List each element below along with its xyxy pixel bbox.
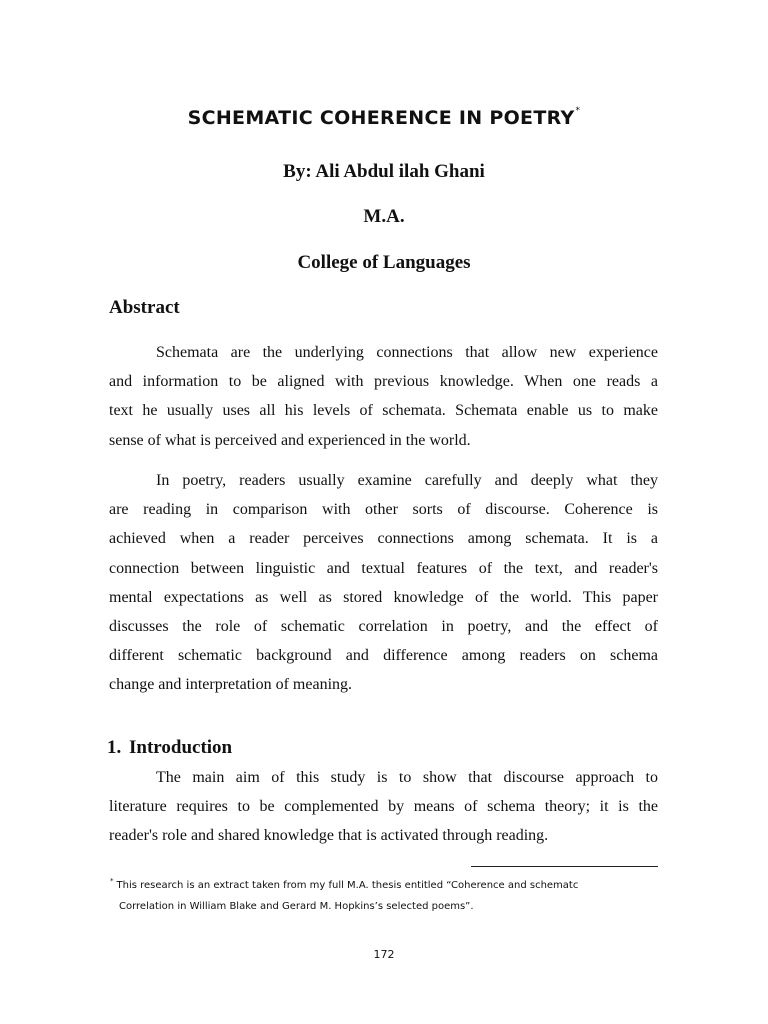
- text-line: and information to be aligned with previous knowledge. When one reads a: [109, 373, 658, 391]
- introduction-heading: [107, 737, 232, 759]
- footnote: [110, 871, 670, 917]
- introduction-paragraph-1: [109, 763, 658, 851]
- abstract-paragraph-1: [109, 338, 658, 455]
- text-line: discusses the role of schematic correlation in poetry, and the effect of: [109, 617, 658, 635]
- text-line: Schemata are the underlying connections that allow new experience: [156, 344, 658, 361]
- footnote-line-2: Correlation in William Blake and Gerard M. Hopkins’s selected poems”.: [119, 901, 474, 912]
- title-footnote-mark: *: [575, 106, 581, 116]
- paper-title-text: SCHEMATIC COHERENCE IN POETRY: [187, 107, 575, 129]
- text-line: mental expectations as well as stored knowledge of the world. This paper: [109, 588, 658, 606]
- footnote-divider: [471, 866, 658, 867]
- section-title: Introduction: [129, 737, 233, 758]
- text-line: The main aim of this study is to show that discourse approach to: [156, 769, 658, 786]
- page-number: 172: [373, 948, 395, 961]
- paper-title: [0, 106, 768, 129]
- footnote-line-1: This research is an extract taken from my full M.A. thesis entitled “Coherence and schematc: [116, 880, 579, 891]
- footnote-mark: *: [110, 877, 114, 885]
- text-line: are reading in comparison with other sorts of discourse. Coherence is: [109, 501, 658, 519]
- text-line: In poetry, readers usually examine carefully and deeply what they: [156, 472, 658, 489]
- text-line: reader's role and shared knowledge that is activated through reading.: [109, 827, 549, 845]
- abstract-paragraph-2: [109, 466, 658, 700]
- author-line: By: Ali Abdul ilah Ghani: [283, 161, 485, 182]
- text-line: change and interpretation of meaning.: [109, 676, 353, 694]
- degree-line: M.A.: [363, 206, 405, 227]
- abstract-heading: Abstract: [109, 297, 180, 318]
- text-line: achieved when a reader perceives connections among schemata. It is a: [109, 530, 658, 548]
- section-number: 1.: [107, 737, 122, 758]
- text-line: sense of what is perceived and experienced in the world.: [109, 431, 471, 449]
- text-line: different schematic background and difference among readers on schema: [109, 647, 658, 665]
- text-line: literature requires to be complemented by means of schema theory; it is the: [109, 798, 658, 816]
- college-line: College of Languages: [297, 252, 471, 273]
- text-line: text he usually uses all his levels of schemata. Schemata enable us to make: [109, 402, 658, 420]
- text-line: connection between linguistic and textual features of the text, and reader's: [109, 559, 658, 577]
